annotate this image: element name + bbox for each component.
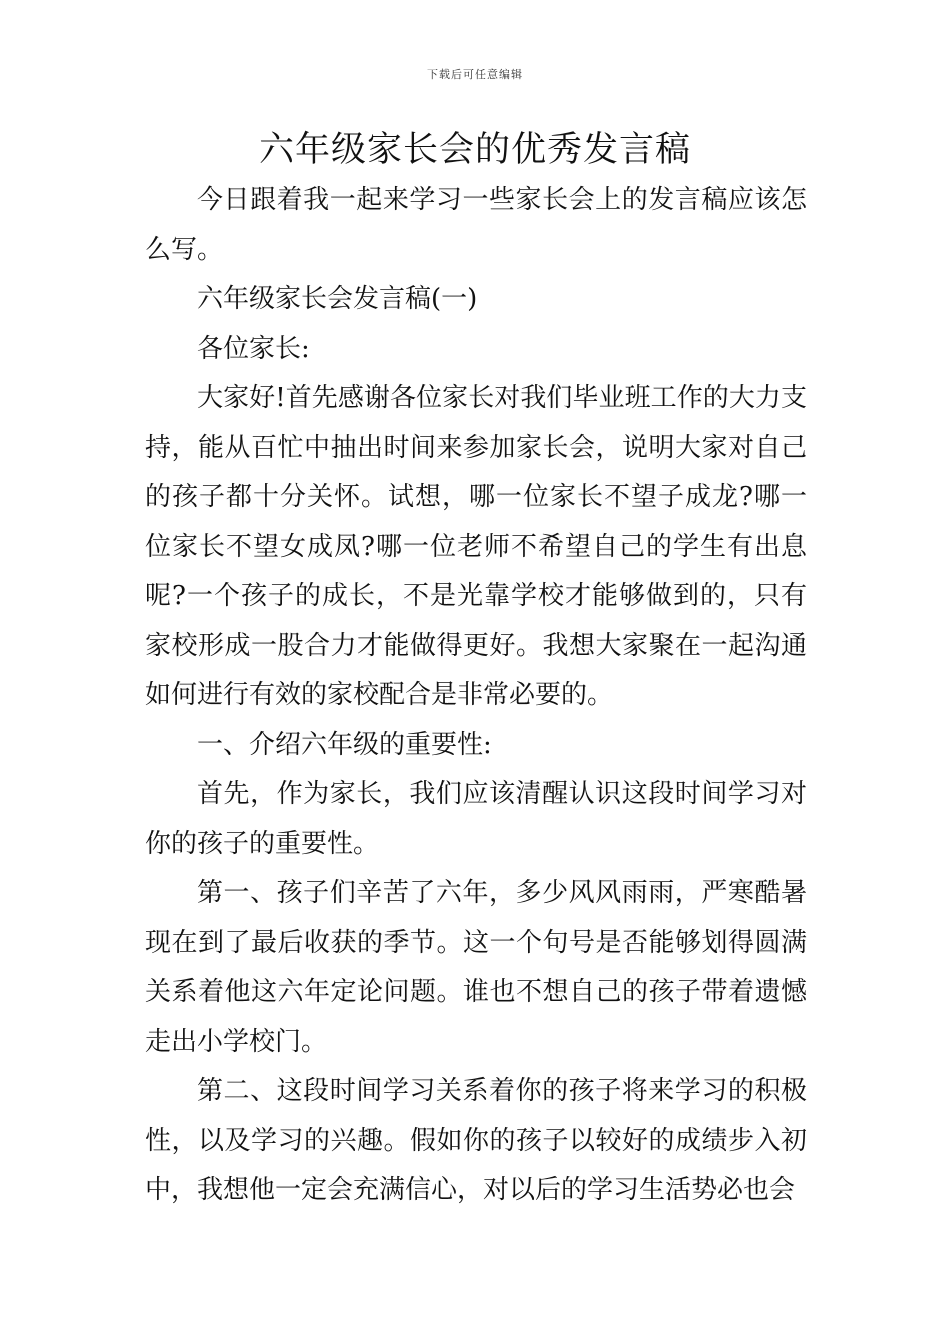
paragraph-reason-two: 第二、这段时间学习关系着你的孩子将来学习的积极性，以及学习的兴趣。假如你的孩子以较好的成绩步入初中，我想他一定会充满信心，对以后的学习生活势必也会 (145, 1076, 807, 1205)
page-title: 六年级家长会的优秀发言稿 (258, 130, 691, 170)
paragraph-speech-heading: 六年级家长会发言稿(一) (197, 284, 478, 314)
header-note: 下载后可任意编辑 (427, 68, 523, 81)
paragraph-reason-one: 第一、孩子们辛苦了六年，多少风风雨雨，严寒酷暑现在到了最后收获的季节。这一个句号是否能够划得圆满关系着他这六年定论问题。谁也不想自己的孩子带着遗憾走出小学校门。 (145, 878, 807, 1057)
paragraph-section-heading: 一、介绍六年级的重要性: (197, 729, 492, 760)
paragraph-opening: 大家好!首先感谢各位家长对我们毕业班工作的大力支持，能从百忙中抽出时间来参加家长会，说明大家对自己的孩子都十分关怀。试想，哪一位家长不望子成龙?哪一位家长不望女成凤?哪一位老师不希望自己的学生有出息呢?一个孩子的成长，不是光靠学校才能够做到的，只有家校形成一股合力才能做得更好。我想大家聚在一起沟通如何进行有效的家校配合是非常必要的。 (145, 383, 807, 710)
paragraph-first-point: 首先，作为家长，我们应该清醒认识这段时间学习对你的孩子的重要性。 (145, 779, 807, 859)
paragraph-salutation: 各位家长: (197, 333, 310, 364)
document-body (145, 176, 807, 1216)
paragraph-intro: 今日跟着我一起来学习一些家长会上的发言稿应该怎么写。 (145, 185, 807, 265)
